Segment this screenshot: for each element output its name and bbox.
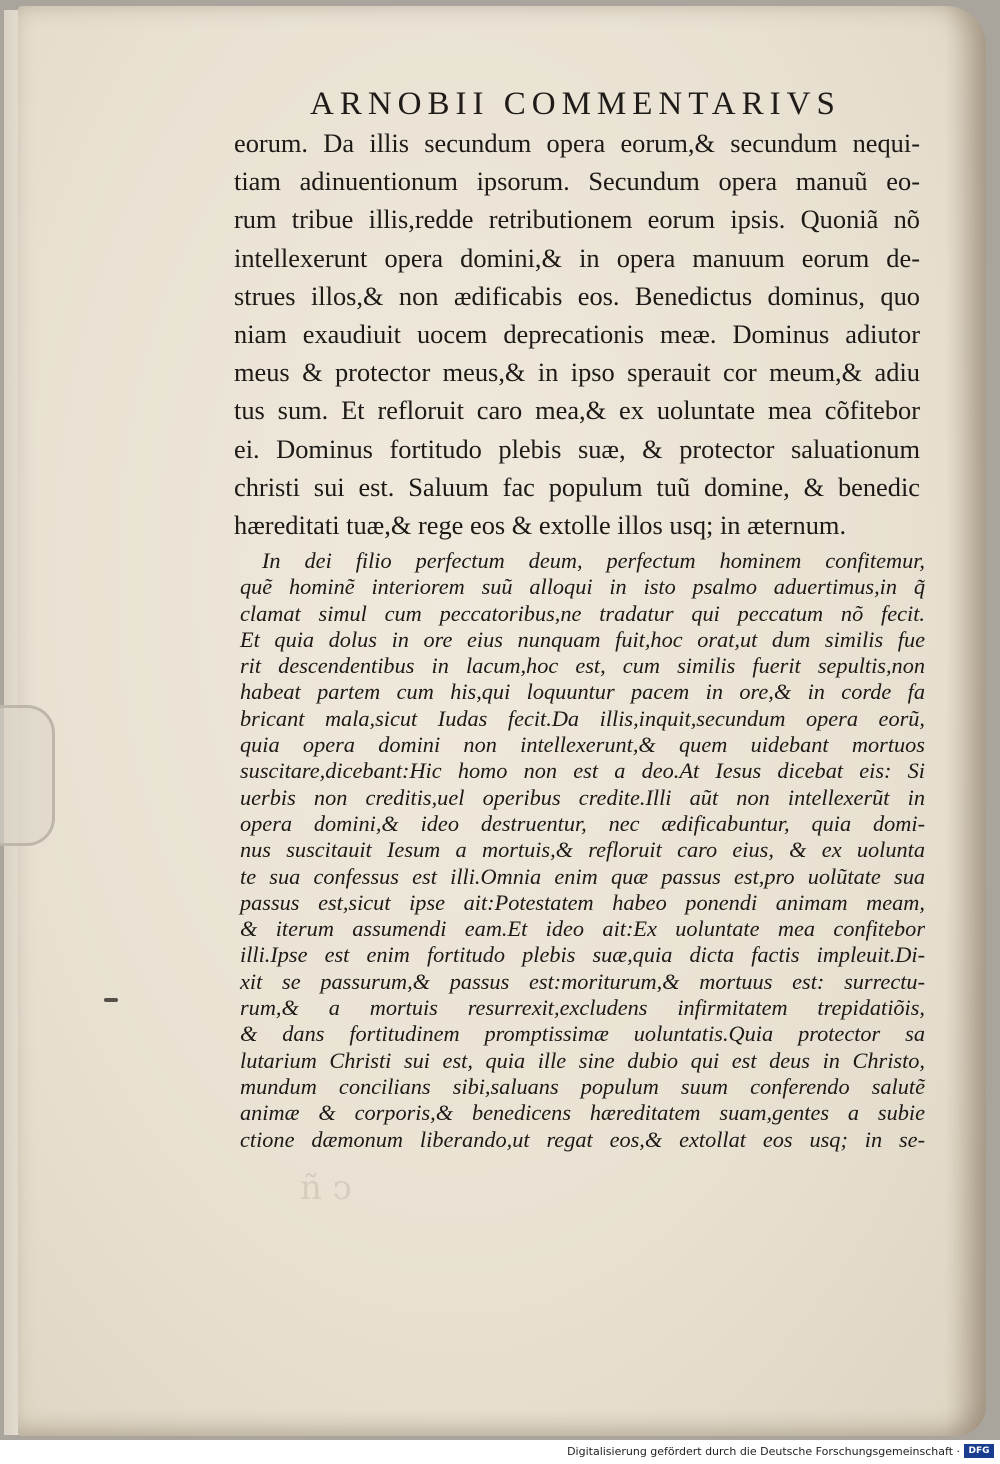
running-head: ARNOBII COMMENTARIVS [310, 86, 841, 122]
psalm-line: tus sum. Et refloruit caro mea,& ex uoluntate mea cõfitebor [234, 395, 920, 426]
psalm-line: hæreditati tuæ,& rege eos & extolle illos usq; in æternum. [234, 510, 847, 541]
commentary-line: opera domini,& ideo destruentur, nec ædificabuntur, quia domi- [240, 810, 925, 836]
commentary-line: nus suscitauit Iesum a mortuis,& refloruit caro eius, & ex uolunta [240, 837, 925, 863]
commentary-line: & dans fortitudinem promptissimæ uoluntatis.Quia protector sa [240, 1021, 925, 1047]
commentary-line: passus est,sicut ipse ait:Potestatem habeo ponendi animam meam, [240, 889, 925, 915]
commentary-line: rit descendentibus in lacum,hoc est, cum similis fuerit sepultis,non [240, 653, 925, 679]
psalm-text [234, 124, 920, 544]
commentary-text [240, 548, 925, 1153]
psalm-line: eorum. Da illis secundum opera eorum,& secundum nequi- [234, 128, 920, 158]
psalm-line: strues illos,& non ædificabis eos. Benedictus dominus, quo [234, 280, 920, 311]
commentary-line: rum,& a mortuis resurrexit,excludens infirmitatem trepidatiõis, [240, 995, 925, 1021]
commentary-line: bricant mala,sicut Iudas fecit.Da illis,inquit,secundum opera eorũ, [240, 705, 925, 731]
commentary-line: habeat partem cum his,qui loquuntur pacem in ore,& in corde fa [240, 679, 925, 705]
psalm-line: intellexerunt opera domini,& in opera manuum eorum de- [234, 242, 920, 273]
commentary-line: animæ & corporis,& benedicens hæreditatem suam,gentes a subie [240, 1100, 925, 1126]
commentary-line: te sua confessus est illi.Omnia enim quæ passus est,pro uolũtate sua [240, 863, 925, 889]
page-clip [0, 705, 55, 846]
page-curl [946, 6, 986, 1436]
commentary-line: mundum concilians sibi,saluans populum suum conferendo salutẽ [240, 1073, 925, 1099]
margin-mark [104, 998, 118, 1002]
commentary-line: illi.Ipse est enim fortitudo plebis suæ,quia dicta factis impleuit.Di- [240, 942, 925, 968]
commentary-line: uerbis non creditis,uel operibus credite.Illi aũt non intellexerũt in [240, 784, 925, 810]
commentary-line: Et quia dolus in ore eius nunquam fuit,hoc orat,ut dum similis fue [240, 626, 925, 652]
commentary-line: quẽ hominẽ interiorem suũ alloqui in isto psalmo aduertimus,in q̃ [240, 574, 925, 600]
commentary-line: lutarium Christi sui est, quia ille sine dubio qui est deus in Christo, [240, 1047, 925, 1073]
dfg-logo[interactable]: DFG [964, 1444, 994, 1458]
psalm-line: tiam adinuentionum ipsorum. Secundum opera manuũ eo- [234, 166, 920, 197]
psalm-line: christi sui est. Saluum fac populum tuũ domine, & benedic [234, 471, 920, 502]
psalm-line: ei. Dominus fortitudo plebis suæ, & protector saluationum [234, 433, 920, 464]
footer-bar [0, 1440, 1000, 1464]
psalm-line: rum tribue illis,redde retributionem eorum ipsis. Quoniã nõ [234, 204, 920, 235]
psalm-line: niam exaudiuit uocem deprecationis meæ. Dominus adiutor [234, 319, 920, 350]
funding-credit: Digitalisierung gefördert durch die Deutsche Forschungsgemeinschaft · [567, 1445, 960, 1458]
bleed-through-mark: ñ ↄ [300, 1168, 352, 1208]
psalm-line: meus & protector meus,& in ipso sperauit cor meum,& adiu [234, 357, 920, 388]
commentary-line: ctione dæmonum liberando,ut regat eos,& extollat eos usq; in se- [240, 1126, 925, 1152]
commentary-line: In dei filio perfectum deum, perfectum hominem confitemur, [262, 548, 925, 573]
commentary-line: suscitare,dicebant:Hic homo non est a deo.At Iesus dicebat eis: Si [240, 758, 925, 784]
commentary-line: clamat simul cum peccatoribus,ne tradatur qui peccatum nõ fecit. [240, 600, 925, 626]
commentary-line: & iterum assumendi eam.Et ideo ait:Ex uoluntate mea confitebor [240, 916, 925, 942]
commentary-line: quia opera domini non intellexerunt,& quem uidebant mortuos [240, 732, 925, 758]
commentary-line: xit se passurum,& passus est:moriturum,& mortuus est: surrectu- [240, 968, 925, 994]
